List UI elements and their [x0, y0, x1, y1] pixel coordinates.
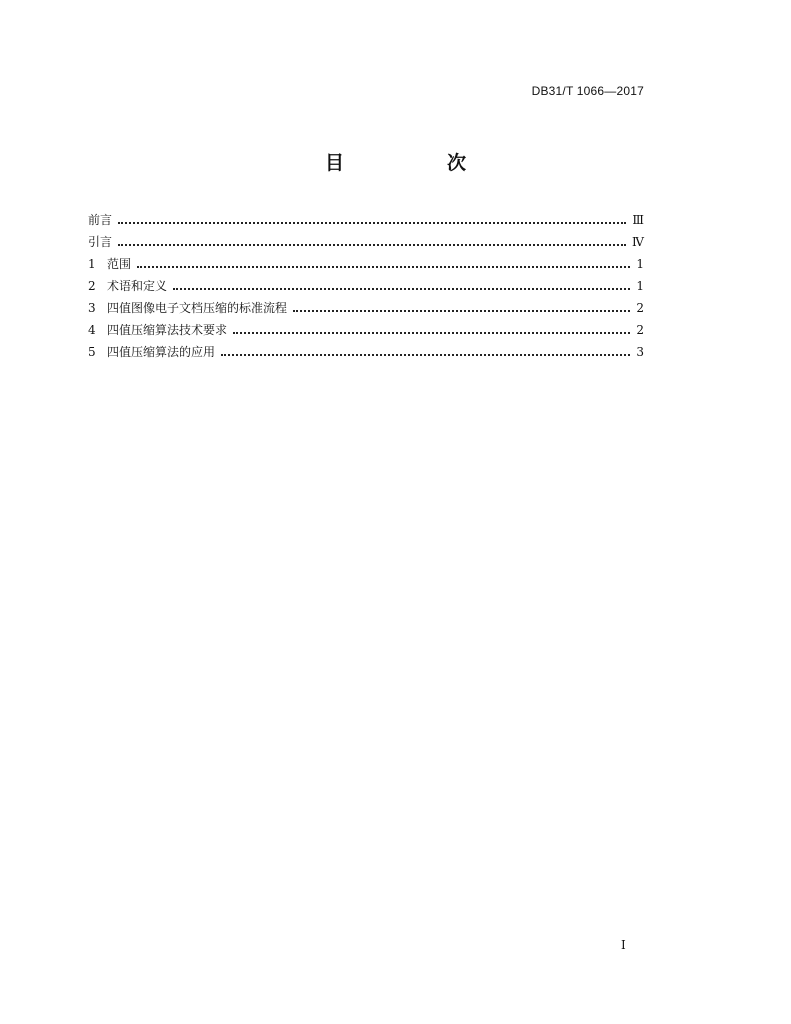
page-number: I	[621, 938, 626, 952]
table-of-contents	[88, 205, 644, 359]
toc-entry-application[interactable]	[88, 337, 644, 359]
toc-entry-label: 范围	[107, 257, 132, 271]
toc-entry-number: 5	[88, 345, 96, 359]
toc-entry-label: 四值压缩算法技术要求	[107, 323, 228, 337]
toc-entry-page: Ⅲ	[632, 213, 644, 227]
toc-dot-leader	[221, 354, 630, 356]
toc-entry-label: 术语和定义	[107, 279, 168, 293]
toc-entry-label: 引言	[88, 235, 113, 249]
toc-entry-scope[interactable]	[88, 249, 644, 271]
toc-entry-terms[interactable]	[88, 271, 644, 293]
toc-dot-leader	[293, 310, 630, 312]
toc-entry-number: 2	[88, 279, 96, 293]
toc-entry-requirements[interactable]	[88, 315, 644, 337]
toc-entry-page: 3	[636, 345, 644, 359]
toc-dot-leader	[118, 222, 626, 224]
toc-dot-leader	[118, 244, 626, 246]
toc-entry-page: Ⅳ	[632, 235, 644, 249]
toc-dot-leader	[173, 288, 630, 290]
toc-entry-page: 2	[636, 323, 644, 337]
page-title: 目 次	[324, 152, 508, 174]
toc-entry-number: 1	[88, 257, 96, 271]
toc-dot-leader	[137, 266, 630, 268]
toc-entry-page: 2	[636, 301, 644, 315]
toc-entry-introduction[interactable]	[88, 227, 644, 249]
toc-entry-process[interactable]	[88, 293, 644, 315]
toc-dot-leader	[233, 332, 630, 334]
toc-entry-number: 3	[88, 301, 96, 315]
toc-entry-label: 四值图像电子文档压缩的标准流程	[107, 301, 288, 315]
toc-entry-foreword[interactable]	[88, 205, 644, 227]
toc-entry-page: 1	[636, 279, 644, 293]
toc-entry-label: 前言	[88, 213, 113, 227]
toc-entry-label: 四值压缩算法的应用	[107, 345, 216, 359]
toc-entry-number: 4	[88, 323, 96, 337]
toc-entry-page: 1	[636, 257, 644, 271]
standard-code: DB31/T 1066—2017	[531, 84, 644, 98]
